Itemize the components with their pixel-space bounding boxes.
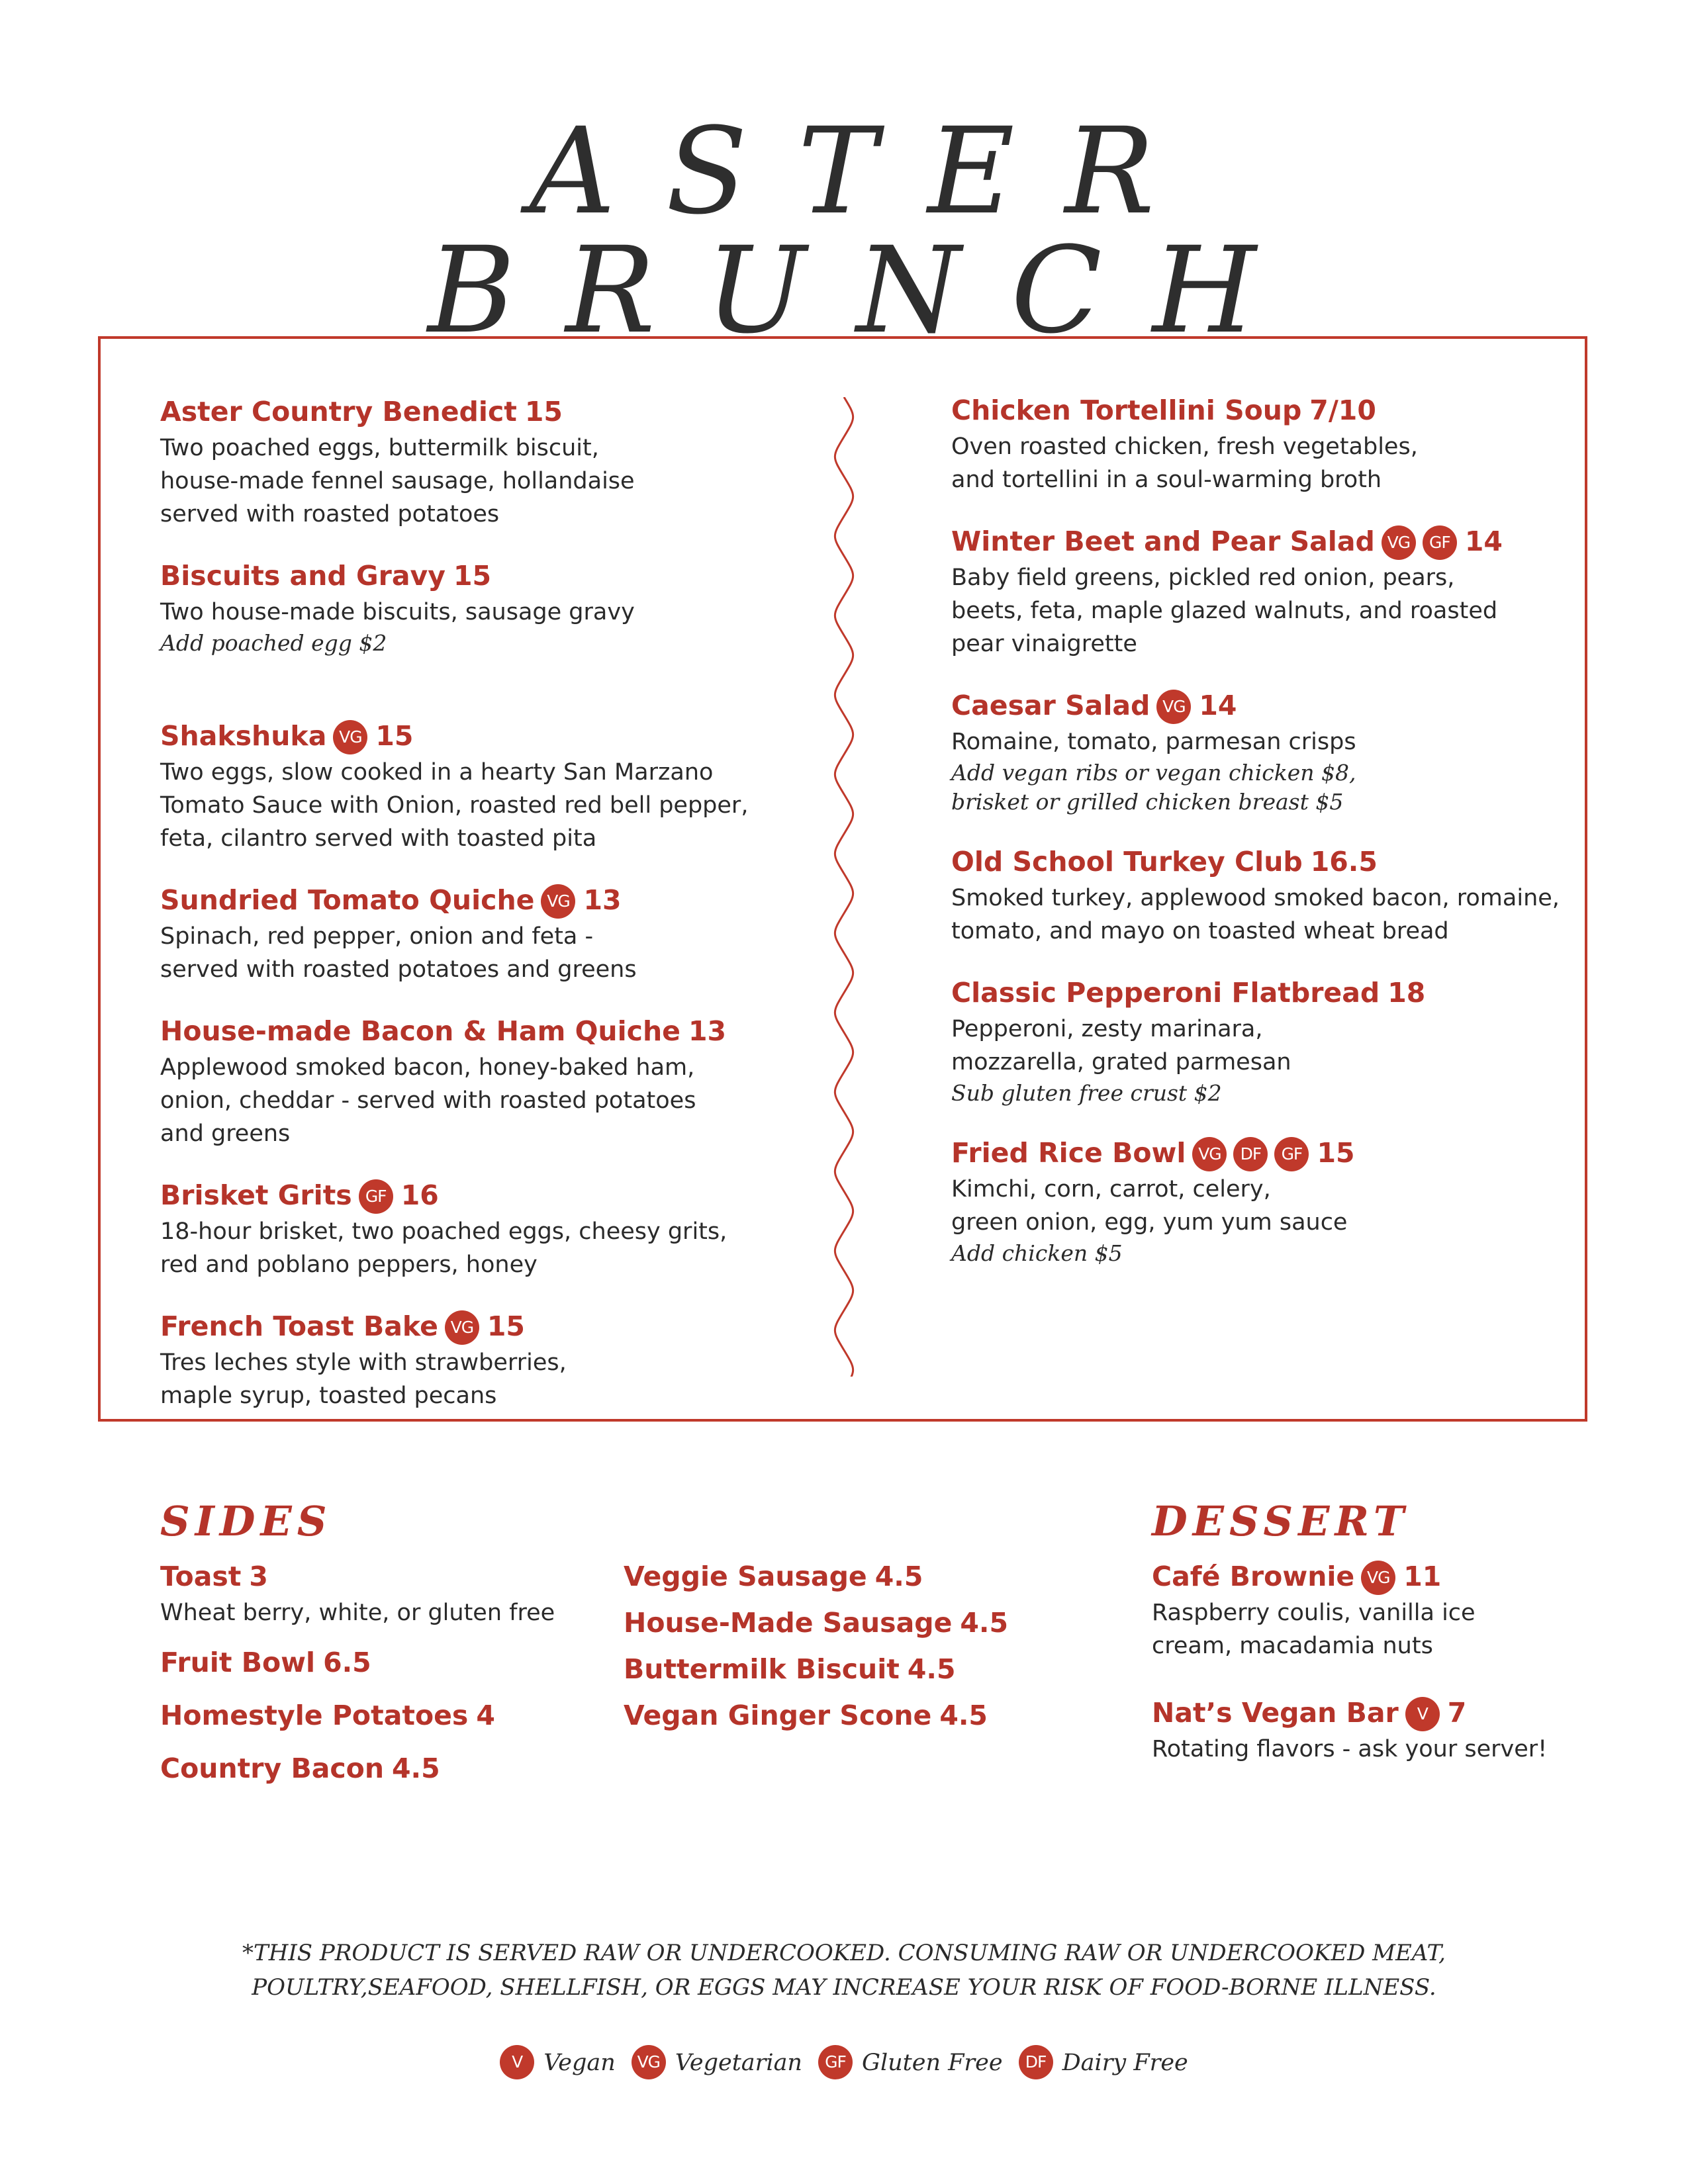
menu-item [160,1643,584,1682]
dietary-badge: GF [359,1179,393,1214]
item-price: 11 [1403,1561,1442,1592]
menu-item [160,1175,822,1281]
legend-entry [500,2045,616,2079]
item-name-row [160,1306,822,1346]
menu-item [160,392,822,531]
item-description: Kimchi, corn, carrot, celery, [951,1176,1271,1203]
item-price: 13 [688,1015,727,1047]
item-name-row [160,716,822,756]
item-description: Smoked turkey, applewood smoked bacon, romaine, [951,885,1560,911]
item-name: Fried Rice Bowl [951,1137,1186,1169]
item-price: 15 [453,560,492,592]
item-name: Country Bacon [160,1752,385,1784]
legend-badge: DF [1019,2045,1053,2079]
menu-item [951,522,1547,660]
wavy-divider [818,397,870,1377]
item-description: Two eggs, slow cooked in a hearty San Marzano [160,759,714,786]
legend-badge: V [500,2045,534,2079]
item-name: Toast [160,1561,242,1592]
item-description: cream, macadamia nuts [1152,1633,1433,1659]
menu-item [1152,1693,1615,1766]
item-name: House-made Bacon & Ham Quiche [160,1015,680,1047]
item-name: Fruit Bowl [160,1647,316,1678]
item-price: 14 [1199,690,1237,721]
legend-badge: VG [632,2045,666,2079]
item-description: Baby field greens, pickled red onion, pears, [951,565,1455,591]
menu-item [624,1557,1047,1596]
dietary-badge: GF [1423,525,1457,560]
legend-entry [632,2045,802,2079]
item-description: Raspberry coulis, vanilla ice [1152,1600,1476,1626]
item-name-row [160,1749,584,1788]
item-name: Buttermilk Biscuit [624,1653,900,1685]
dietary-badge: VG [1361,1561,1395,1595]
menu-item [160,1696,584,1735]
menu-item [951,973,1547,1108]
legend-label: Vegetarian [675,2050,802,2076]
dietary-badge: VG [541,884,575,919]
item-name: Biscuits and Gravy [160,560,446,592]
item-price: 15 [524,396,563,428]
right-menu-column [951,390,1560,1293]
item-description: Rotating flavors - ask your server! [1152,1736,1548,1762]
item-price: 14 [1464,525,1503,557]
item-name: Vegan Ginger Scone [624,1700,932,1731]
item-description: Two poached eggs, buttermilk biscuit, [160,435,599,461]
item-price: 15 [375,720,414,752]
item-name: Homestyle Potatoes [160,1700,469,1731]
item-price: 4.5 [907,1653,956,1685]
item-price: 13 [583,884,622,916]
item-note: Add vegan ribs or vegan chicken $8, [951,760,1356,786]
menu-item [624,1696,1047,1735]
item-description: served with roasted potatoes [160,501,500,527]
item-name: Nat’s Vegan Bar [1152,1697,1399,1729]
item-name-row [624,1649,1047,1689]
item-name-row [624,1696,1047,1735]
item-name: Veggie Sausage [624,1561,867,1592]
sides-column-1 [160,1557,584,1801]
dietary-badge: VG [1192,1137,1227,1171]
item-price: 15 [487,1310,525,1342]
item-description: feta, cilantro served with toasted pita [160,825,597,852]
item-name-row [1152,1693,1615,1733]
item-note: Add poached egg $2 [160,630,387,656]
item-name-row [951,842,1547,882]
legend-badge: GF [818,2045,853,2079]
item-description: red and poblano peppers, honey [160,1251,538,1278]
item-description: mozzarella, grated parmesan [951,1049,1291,1075]
menu-item [951,686,1547,817]
item-description: onion, cheddar - served with roasted potatoes [160,1087,696,1114]
menu-item [951,1133,1547,1268]
disclaimer-line: *THIS PRODUCT IS SERVED RAW OR UNDERCOOKED. CONSUMING RAW OR UNDERCOOKED MEAT, [242,1940,1446,1966]
item-description: pear vinaigrette [951,631,1137,657]
menu-item [951,842,1560,948]
item-price: 6.5 [323,1647,371,1678]
item-description: Romaine, tomato, parmesan crisps [951,729,1356,755]
item-name-row [160,1557,584,1596]
item-name: Café Brownie [1152,1561,1355,1592]
item-name-row [160,556,822,596]
item-price: 4.5 [392,1752,440,1784]
item-description: 18-hour brisket, two poached eggs, cheesy grits, [160,1218,727,1245]
item-name: French Toast Bake [160,1310,438,1342]
menu-item [624,1603,1047,1643]
menu-item [160,1011,822,1150]
menu-item [951,390,1547,496]
item-price: 18 [1387,977,1426,1009]
legend-entry [818,2045,1003,2079]
menu-item [1152,1557,1615,1662]
item-description: Wheat berry, white, or gluten free [160,1600,555,1626]
dietary-badge: VG [1382,525,1416,560]
sides-heading: SIDES [160,1497,332,1545]
menu-item [624,1649,1047,1689]
item-description: and greens [160,1120,291,1147]
menu-item [160,716,822,855]
item-name: Sundried Tomato Quiche [160,884,535,916]
item-name: Caesar Salad [951,690,1150,721]
menu-item [160,1306,822,1412]
menu-item [160,1557,584,1629]
legend-label: Gluten Free [861,2050,1003,2076]
item-name: Classic Pepperoni Flatbread [951,977,1380,1009]
item-price: 4.5 [960,1607,1009,1639]
item-description: Two house-made biscuits, sausage gravy [160,599,635,625]
item-name-row [951,1133,1547,1173]
item-name: Winter Beet and Pear Salad [951,525,1375,557]
item-description: Applewood smoked bacon, honey-baked ham, [160,1054,695,1081]
item-description: house-made fennel sausage, hollandaise [160,468,635,494]
item-description: tomato, and mayo on toasted wheat bread [951,918,1449,944]
item-name: Old School Turkey Club [951,846,1303,878]
item-description: green onion, egg, yum yum sauce [951,1209,1348,1236]
item-name-row [951,522,1547,561]
item-name-row [1152,1557,1615,1596]
dietary-badge: VG [1156,690,1191,724]
item-description: Pepperoni, zesty marinara, [951,1016,1263,1042]
item-note: Add chicken $5 [951,1240,1123,1266]
item-description: Oven roasted chicken, fresh vegetables, [951,433,1418,460]
dietary-badge: VG [445,1310,479,1345]
item-name: House-Made Sausage [624,1607,953,1639]
item-price: 16.5 [1310,846,1378,878]
dietary-badge: DF [1233,1137,1268,1171]
item-name-row [160,1643,584,1682]
item-price: 7/10 [1309,394,1376,426]
item-name-row [951,686,1547,725]
item-price: 16 [400,1179,439,1211]
item-price: 15 [1317,1137,1355,1169]
item-price: 4.5 [874,1561,923,1592]
dietary-badge: VG [333,720,367,754]
menu-title: ASTER BRUNCH [428,103,1307,360]
dietary-badge: GF [1274,1137,1309,1171]
item-price: 4 [476,1700,495,1731]
item-description: served with roasted potatoes and greens [160,956,637,983]
item-price: 4.5 [939,1700,988,1731]
item-note: Sub gluten free crust $2 [951,1080,1222,1106]
item-name-row [624,1603,1047,1643]
dietary-legend [0,2045,1688,2079]
dietary-badge: V [1405,1697,1440,1731]
legend-label: Dairy Free [1062,2050,1188,2076]
item-description: Spinach, red pepper, onion and feta - [160,923,594,950]
item-name-row [160,1011,822,1051]
item-description: beets, feta, maple glazed walnuts, and roasted [951,598,1498,624]
dessert-heading: DESSERT [1152,1497,1410,1545]
item-name: Shakshuka [160,720,327,752]
item-name-row [160,880,822,920]
item-price: 7 [1447,1697,1467,1729]
item-name-row [160,1696,584,1735]
item-name: Aster Country Benedict [160,396,517,428]
item-name-row [160,1175,822,1215]
left-menu-column [160,392,822,1437]
item-name-row [160,392,822,432]
legend-entry [1019,2045,1188,2079]
legend-label: Vegan [543,2050,616,2076]
item-name-row [624,1557,1047,1596]
item-name-row [951,390,1547,430]
item-name: Chicken Tortellini Soup [951,394,1302,426]
sides-column-2 [624,1557,1047,1742]
menu-item [160,880,822,986]
item-price: 3 [249,1561,268,1592]
disclaimer-line: POULTRY,SEAFOOD, SHELLFISH, OR EGGS MAY INCREASE YOUR RISK OF FOOD-BORNE ILLNESS. [252,1974,1436,2001]
item-name: Brisket Grits [160,1179,352,1211]
item-description: Tomato Sauce with Onion, roasted red bell pepper, [160,792,749,819]
item-description: and tortellini in a soul-warming broth [951,467,1382,493]
item-name-row [951,973,1547,1013]
item-note: brisket or grilled chicken breast $5 [951,789,1344,815]
food-safety-disclaimer [0,1936,1688,2005]
menu-item [160,1749,584,1788]
item-description: maple syrup, toasted pecans [160,1383,497,1409]
item-description: Tres leches style with strawberries, [160,1349,567,1376]
menu-item [160,556,822,658]
dessert-column [1152,1557,1615,1791]
